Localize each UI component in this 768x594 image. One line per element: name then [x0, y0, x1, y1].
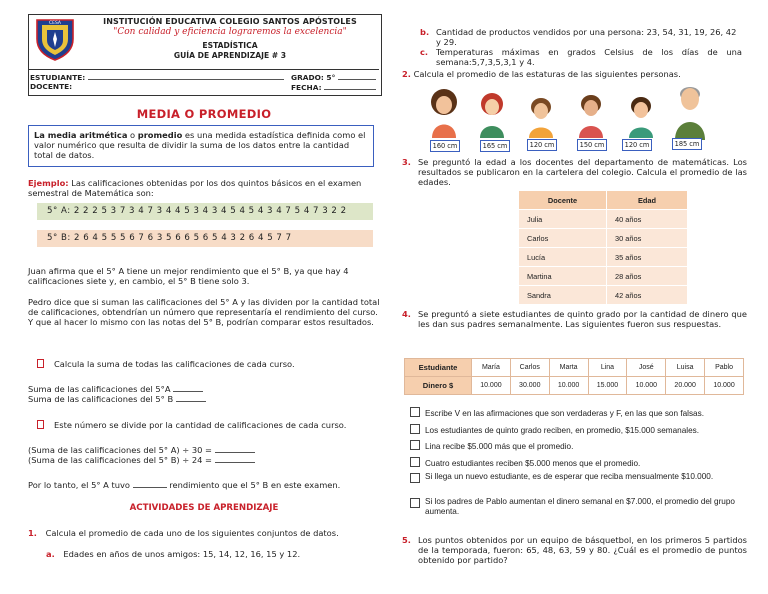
boy-1-icon [526, 96, 556, 138]
question-4 [402, 309, 747, 329]
sum-b-answer-field[interactable] [176, 394, 206, 402]
date-label: FECHA: [291, 83, 322, 92]
statement-checkbox[interactable] [410, 498, 420, 508]
table-cell: Luisa [666, 359, 705, 377]
height-label: 185 cm [672, 138, 702, 150]
table-cell: 20.000 [666, 377, 705, 395]
question-3 [402, 157, 747, 187]
table-row [405, 359, 744, 377]
grade-field[interactable] [338, 72, 376, 80]
crest-text: CESA [48, 21, 62, 27]
checkbox-icon [37, 420, 44, 429]
teachers-table [518, 190, 688, 305]
table-row [519, 210, 688, 229]
conclusion-answer-field[interactable] [133, 480, 167, 488]
table-cell: 28 años [607, 267, 688, 286]
grades-5a-bar: 5° A: 2 2 2 5 3 7 3 4 7 3 4 4 5 3 4 3 4 5 4 5 4 3 4 7 5 4 7 3 2 2 [37, 203, 373, 220]
sum-a-label: Suma de las calificaciones del 5°A [28, 384, 171, 394]
statement-item [410, 472, 750, 483]
statement-item [410, 497, 750, 517]
div-b-line [28, 455, 380, 465]
table-header: Docente [519, 191, 607, 210]
pedro-paragraph: Pedro dice que si suman las calificaciones del 5° A y las dividen por la cantidad total de calificaciones, obtendrían un número que representaría el rendimiento del curso. Y que al hacer lo mismo con las notas del 5° B, podrían comparar estos resultados. [28, 297, 380, 327]
statement-text: Lina recibe $5.000 más que el promedio. [425, 442, 574, 451]
definition-box [28, 125, 374, 167]
table-header: Estudiante [405, 359, 472, 377]
example-label: Ejemplo: [28, 178, 69, 188]
girl-2-icon [476, 92, 508, 138]
statement-checkbox[interactable] [410, 407, 420, 417]
table-row [405, 377, 744, 395]
statement-text: Escribe V en las afirmaciones que son verdaderas y F, en las que son falsas. [425, 409, 704, 418]
step-1-text: Calcula la suma de todas las calificaciones de cada curso. [54, 359, 295, 369]
table-cell: 10.000 [472, 377, 511, 395]
question-1a [46, 549, 398, 559]
table-row [519, 229, 688, 248]
table-cell: Lucía [519, 248, 607, 267]
statement-item [410, 457, 750, 469]
statement-item [410, 424, 750, 436]
question-number: 4. [402, 309, 411, 319]
height-label: 120 cm [622, 139, 652, 151]
statement-checkbox[interactable] [410, 457, 420, 467]
section-title: MEDIA O PROMEDIO [136, 107, 272, 121]
example-text: Las calificaciones obtenidas por los dos quintos básicos en el examen semestral de Matemática son: [28, 178, 362, 198]
question-4-text: Se preguntó a siete estudiantes de quinto grado por la cantidad de dinero que les dan sus padres semanalmente. Las siguientes fueron sus respuestas. [418, 309, 747, 329]
man-icon [672, 82, 708, 140]
table-cell: José [627, 359, 666, 377]
table-cell: Martina [519, 267, 607, 286]
boy-3-icon [626, 96, 656, 138]
table-cell: Carlos [519, 229, 607, 248]
question-number: 2. [402, 69, 411, 79]
table-header: Dinero $ [405, 377, 472, 395]
div-a-answer-field[interactable] [215, 445, 255, 453]
table-cell: 42 años [607, 286, 688, 305]
school-motto: "Con calidad y eficiencia lograremos la excelencia" [113, 27, 347, 37]
question-1c-text: Temperaturas máximas en grados Celsius de los días de una semana:5,7,3,5,3,1 y 4. [436, 47, 742, 67]
definition-term: La media aritmética [34, 130, 128, 140]
sum-b-line [28, 394, 380, 404]
table-cell: 15.000 [588, 377, 627, 395]
question-1b-text: Cantidad de productos vendidos por una persona: 23, 54, 31, 19, 26, 42 y 29. [436, 27, 737, 47]
table-cell: 10.000 [549, 377, 588, 395]
statement-text: Si los padres de Pablo aumentan el dinero semanal en $7.000, el promedio del grupo aumenta. [425, 497, 735, 516]
table-row [519, 286, 688, 305]
height-label: 165 cm [480, 140, 510, 152]
step-2-text: Este número se divide por la cantidad de calificaciones de cada curso. [54, 420, 347, 430]
table-cell: Carlos [510, 359, 549, 377]
sum-b-label: Suma de las calificaciones del 5° B [28, 394, 174, 404]
question-3-text: Se preguntó la edad a los docentes del departamento de matemáticas. Los resultados se publicaron en la cartelera del colegio. Calcula el promedio de las edades. [418, 157, 747, 187]
conclusion-line [28, 480, 380, 490]
height-label: 160 cm [430, 140, 460, 152]
div-b-answer-field[interactable] [215, 455, 255, 463]
statement-item [410, 407, 750, 419]
table-cell: Pablo [705, 359, 744, 377]
question-1-text: Calcula el promedio de cada uno de los siguientes conjuntos de datos. [45, 528, 339, 538]
question-1c [420, 47, 742, 67]
question-5-text: Los puntos obtenidos por un equipo de básquetbol, en los primeros 5 partidos de la temporada, fueron: 65, 48, 63, 59 y 80. ¿Cuál es el promedio de puntos obtenido por partido? [418, 535, 747, 565]
money-table [404, 358, 744, 395]
grades-5b-bar: 5° B: 2 6 4 5 5 5 6 7 6 3 5 6 6 5 6 5 4 3 2 6 4 5 7 7 [37, 230, 373, 247]
guide-title: GUÍA DE APRENDIZAJE # 3 [173, 51, 287, 60]
student-label: ESTUDIANTE: [30, 73, 86, 82]
statement-item [410, 440, 750, 452]
statement-text: Si llega un nuevo estudiante, es de esperar que reciba mensualmente $10.000. [425, 472, 714, 481]
question-1b [420, 27, 742, 47]
table-row [519, 267, 688, 286]
table-cell: 10.000 [705, 377, 744, 395]
question-2 [402, 69, 747, 79]
sum-a-line [28, 384, 380, 394]
statement-checkbox[interactable] [410, 473, 420, 483]
table-row [519, 248, 688, 267]
statement-checkbox[interactable] [410, 440, 420, 450]
question-number: 3. [402, 157, 411, 167]
date-field[interactable] [324, 82, 376, 90]
step-1 [37, 359, 389, 369]
table-cell: 40 años [607, 210, 688, 229]
div-b-label: (Suma de las calificaciones del 5° B) ÷ 24 = [28, 455, 212, 465]
checkbox-icon [37, 359, 44, 368]
div-a-line [28, 445, 380, 455]
student-name-field[interactable] [88, 72, 284, 80]
question-number: 1. [28, 528, 37, 538]
question-number: 5. [402, 535, 411, 545]
table-cell: 30 años [607, 229, 688, 248]
table-header: Edad [607, 191, 688, 210]
statement-text: Los estudiantes de quinto grado reciben, en promedio, $15.000 semanales. [425, 426, 700, 435]
table-cell: Lina [588, 359, 627, 377]
table-cell: Julia [519, 210, 607, 229]
question-1 [28, 528, 380, 538]
table-cell: Marta [549, 359, 588, 377]
height-label: 150 cm [577, 139, 607, 151]
question-5 [402, 535, 747, 565]
boy-2-icon [576, 94, 606, 138]
div-a-label: (Suma de las calificaciones del 5° A) ÷ 30 = [28, 445, 212, 455]
girl-1-icon [426, 88, 462, 138]
question-2-text: Calcula el promedio de las estaturas de las siguientes personas. [413, 69, 681, 79]
definition-connector: o [127, 130, 138, 140]
item-letter: b. [420, 27, 430, 37]
header-divider [29, 69, 379, 70]
item-letter: a. [46, 549, 55, 559]
statement-checkbox[interactable] [410, 424, 420, 434]
table-cell: 35 años [607, 248, 688, 267]
subject-title: ESTADÍSTICA [202, 41, 258, 50]
conclusion-start: Por lo tanto, el 5° A tuvo [28, 480, 130, 490]
institution-name: INSTITUCIÓN EDUCATIVA COLEGIO SANTOS APÓSTOLES [103, 17, 357, 26]
table-cell: 10.000 [627, 377, 666, 395]
activities-title: ACTIVIDADES DE APRENDIZAJE [129, 503, 279, 513]
sum-a-answer-field[interactable] [173, 384, 203, 392]
height-label: 120 cm [527, 139, 557, 151]
grade-label: GRADO: 5° [291, 73, 336, 82]
teacher-label: DOCENTE: [30, 82, 73, 91]
definition-term-2: promedio [137, 130, 183, 140]
statement-text: Cuatro estudiantes reciben $5.000 menos que el promedio. [425, 459, 641, 468]
definition-text: es una medida estadística definida como el valor numérico que resulta de dividir la suma de los datos entre la cantidad total de datos. [34, 130, 366, 160]
table-cell: 30.000 [510, 377, 549, 395]
table-cell: Sandra [519, 286, 607, 305]
step-2 [37, 420, 389, 430]
item-letter: c. [420, 47, 429, 57]
example-paragraph [28, 178, 380, 198]
question-1a-text: Edades en años de unos amigos: 15, 14, 12, 16, 15 y 12. [63, 549, 301, 559]
conclusion-end: rendimiento que el 5° B en este examen. [169, 480, 341, 490]
table-cell: María [472, 359, 511, 377]
school-crest-icon [33, 17, 77, 61]
juan-paragraph: Juan afirma que el 5° A tiene un mejor rendimiento que el 5° B, ya que hay 4 calificaciones siete y, en cambio, el 5° B tiene solo 3. [28, 266, 349, 286]
